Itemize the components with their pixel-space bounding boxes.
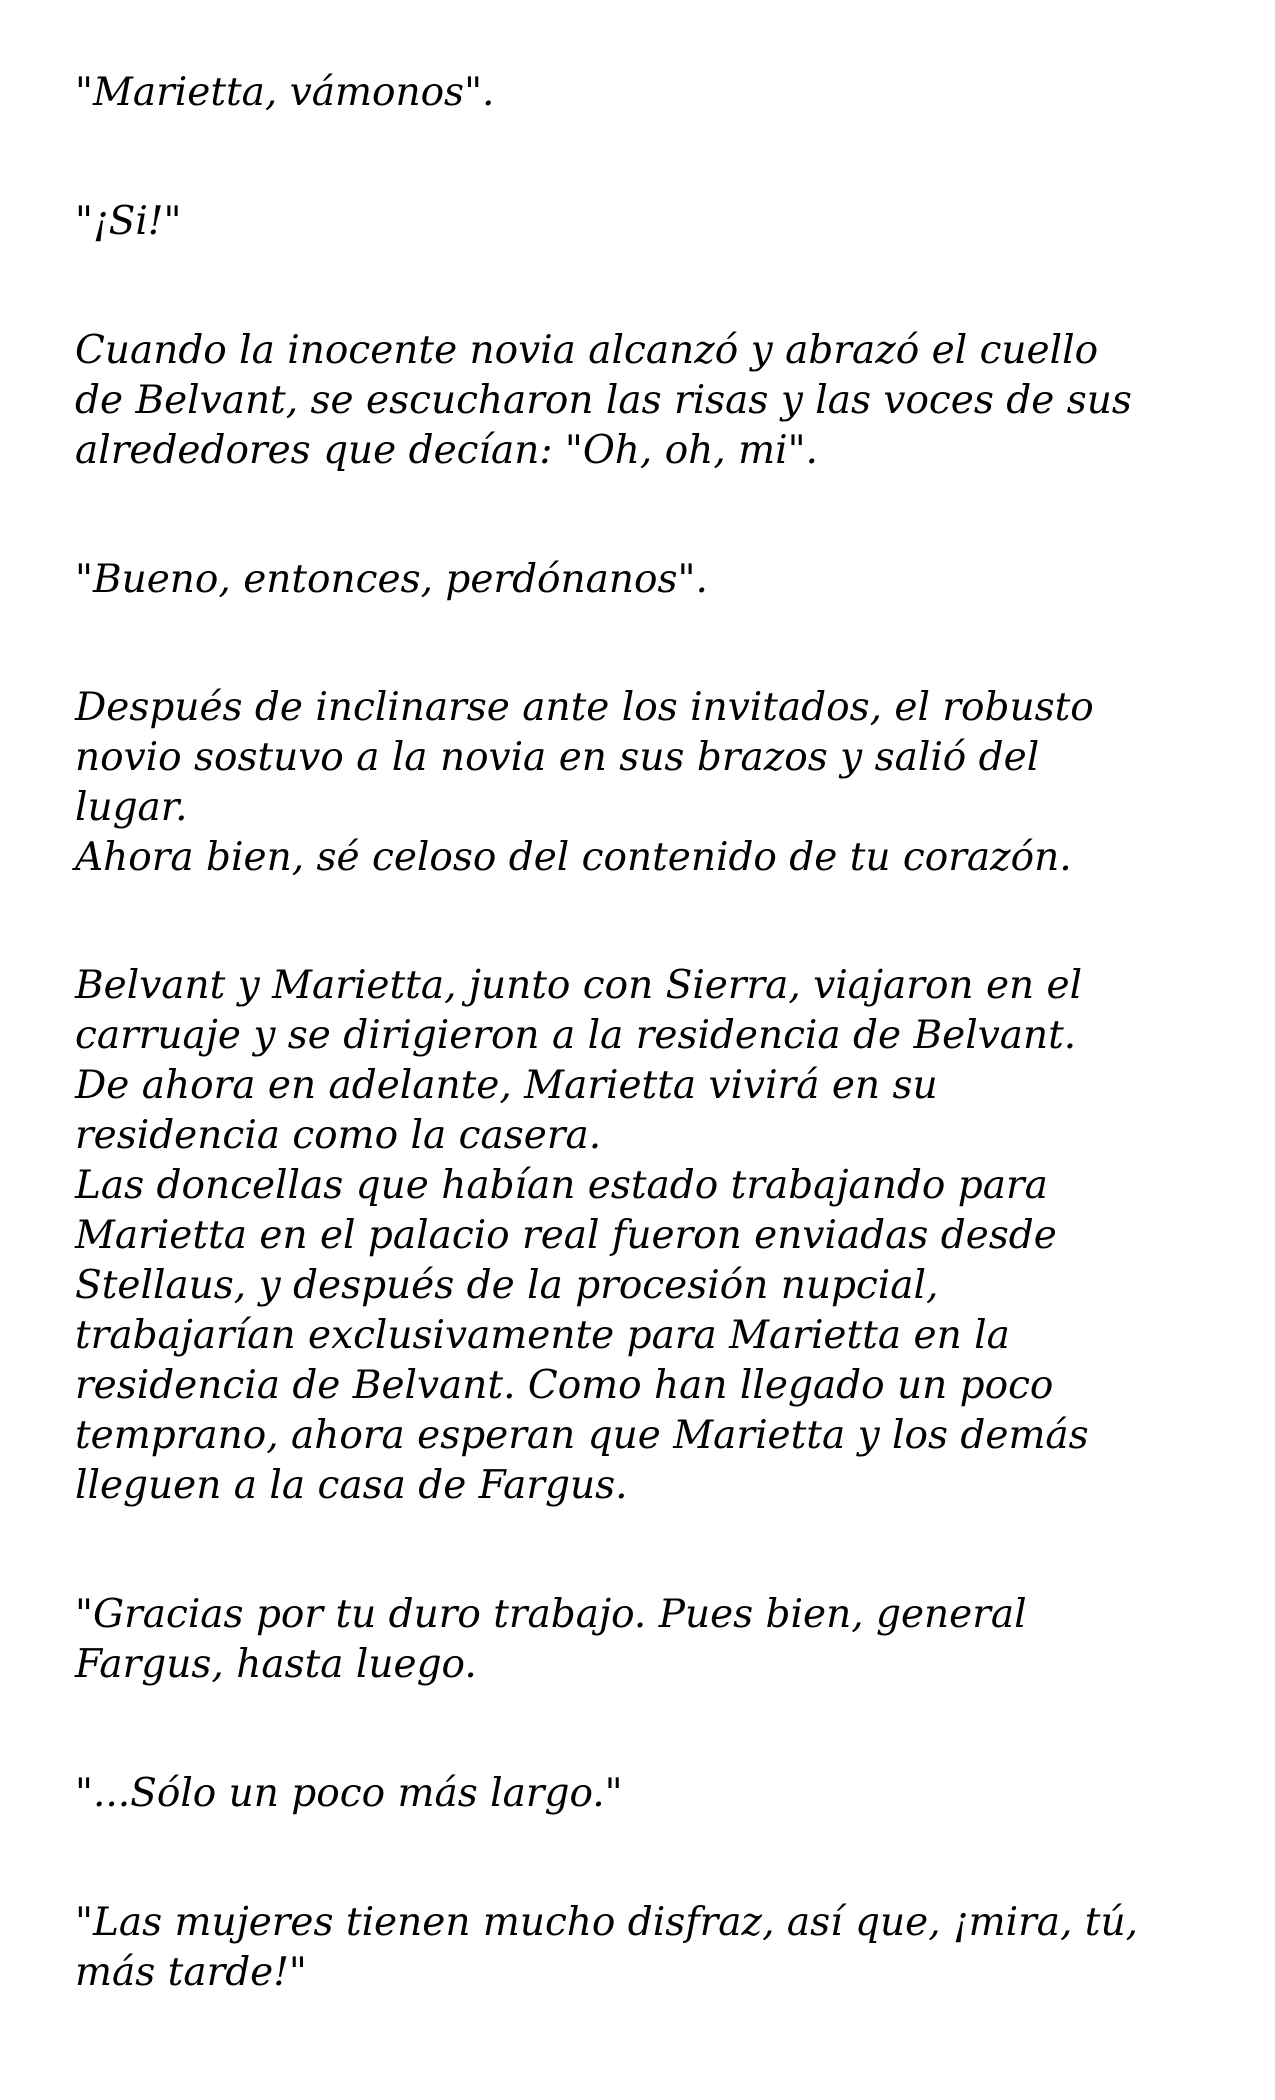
paragraph-3: Cuando la inocente novia alcanzó y abrazó el cuello de Belvant, se escucharon las risas y las voces de sus alrededores que decían: "Oh, oh, mi". bbox=[75, 328, 1132, 473]
paragraph-9: "Las mujeres tienen mucho disfraz, así que, ¡mira, tú, más tarde!" bbox=[75, 1900, 1138, 1995]
paragraph-2: "¡Si!" bbox=[75, 199, 182, 244]
paragraph-8: "...Sólo un poco más largo." bbox=[75, 1771, 623, 1816]
paragraph-6: Belvant y Marietta, junto con Sierra, viajaron en el carruaje y se dirigieron a la residencia de Belvant. De ahora en adelante, Marietta vivirá en su residencia como la casera. Las doncellas que habían estado trabajando para Marietta en el palacio real fueron enviadas desde Stellaus, y después de la procesión nupcial, trabajarían exclusivamente para Marietta en la residencia de Belvant. Como han llegado un poco temprano, ahora esperan que Marietta y los demás lleguen a la casa de Fargus. bbox=[75, 963, 1089, 1508]
paragraph-4: "Bueno, entonces, perdónanos". bbox=[75, 557, 708, 602]
paragraph-7: "Gracias por tu duro trabajo. Pues bien, general Fargus, hasta luego. bbox=[75, 1592, 1027, 1687]
paragraph-5: Después de inclinarse ante los invitados, el robusto novio sostuvo a la novia en sus brazos y salió del lugar. Ahora bien, sé celoso del contenido de tu corazón. bbox=[75, 685, 1094, 880]
paragraph-1: "Marietta, vámonos". bbox=[75, 70, 495, 115]
